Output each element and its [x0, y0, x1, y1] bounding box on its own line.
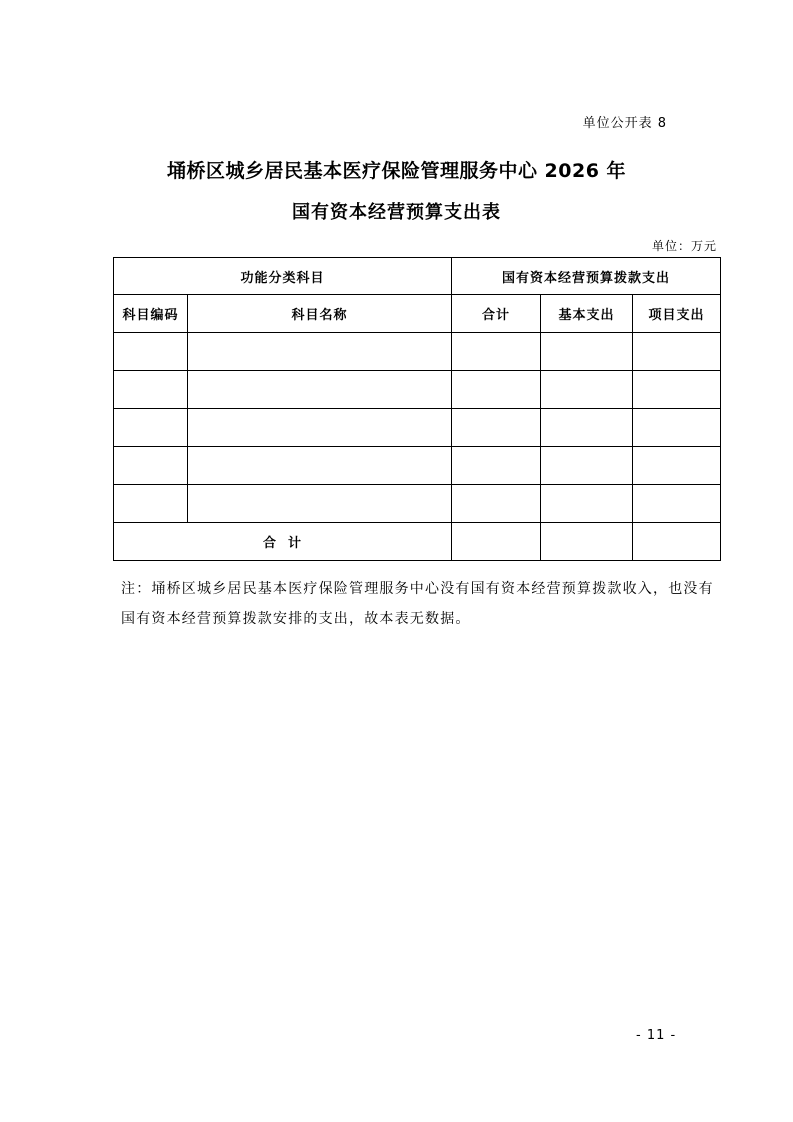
table-row: [114, 409, 721, 447]
unit-label: 单位：万元: [651, 239, 717, 253]
column-header: 科目编码: [114, 295, 188, 333]
table-cell: [452, 447, 541, 485]
column-header: 合计: [452, 295, 541, 333]
table-cell: [541, 333, 633, 371]
table-note: 注：埇桥区城乡居民基本医疗保险管理服务中心没有国有资本经营预算拨款收入，也没有国有资本经营预算拨款安排的支出，故本表无数据。: [121, 581, 714, 627]
table-cell: [188, 371, 452, 409]
table-cell: [541, 371, 633, 409]
total-label: 合 计: [114, 523, 452, 561]
table-cell: [114, 371, 188, 409]
total-value-basic: [541, 523, 633, 561]
table-cell: [541, 409, 633, 447]
table-cell: [188, 333, 452, 371]
table-cell: [541, 447, 633, 485]
table-cell: [541, 485, 633, 523]
table-cell: [114, 447, 188, 485]
table-row: [114, 371, 721, 409]
table-total-row: [114, 523, 721, 561]
table-cell: [452, 409, 541, 447]
table-column-header-row: [114, 295, 721, 333]
form-label: 单位公开表 8: [582, 116, 667, 131]
table-cell: [452, 371, 541, 409]
table-cell: [188, 447, 452, 485]
budget-table: [113, 257, 721, 561]
table-cell: [114, 485, 188, 523]
table-group-header-row: [114, 258, 721, 295]
group-header-functional-category: 功能分类科目: [114, 258, 452, 295]
table-cell: [633, 485, 721, 523]
table-cell: [633, 409, 721, 447]
table-cell: [452, 333, 541, 371]
group-header-state-capital-expenditure: 国有资本经营预算拨款支出: [452, 258, 721, 295]
column-header: 科目名称: [188, 295, 452, 333]
table-cell: [188, 409, 452, 447]
table-cell: [188, 485, 452, 523]
table-cell: [114, 333, 188, 371]
table-row: [114, 333, 721, 371]
table-cell: [633, 447, 721, 485]
page-number: - 11 -: [636, 1028, 677, 1043]
table-cell: [114, 409, 188, 447]
table-cell: [633, 371, 721, 409]
document-title-line-2: 国有资本经营预算支出表: [292, 202, 501, 223]
table-row: [114, 485, 721, 523]
total-value-project: [633, 523, 721, 561]
document-title-line-1: 埇桥区城乡居民基本医疗保险管理服务中心 2026 年: [166, 160, 627, 182]
table-row: [114, 447, 721, 485]
table-cell: [452, 485, 541, 523]
column-header: 项目支出: [633, 295, 721, 333]
total-value-sum: [452, 523, 541, 561]
column-header: 基本支出: [541, 295, 633, 333]
table-cell: [633, 333, 721, 371]
